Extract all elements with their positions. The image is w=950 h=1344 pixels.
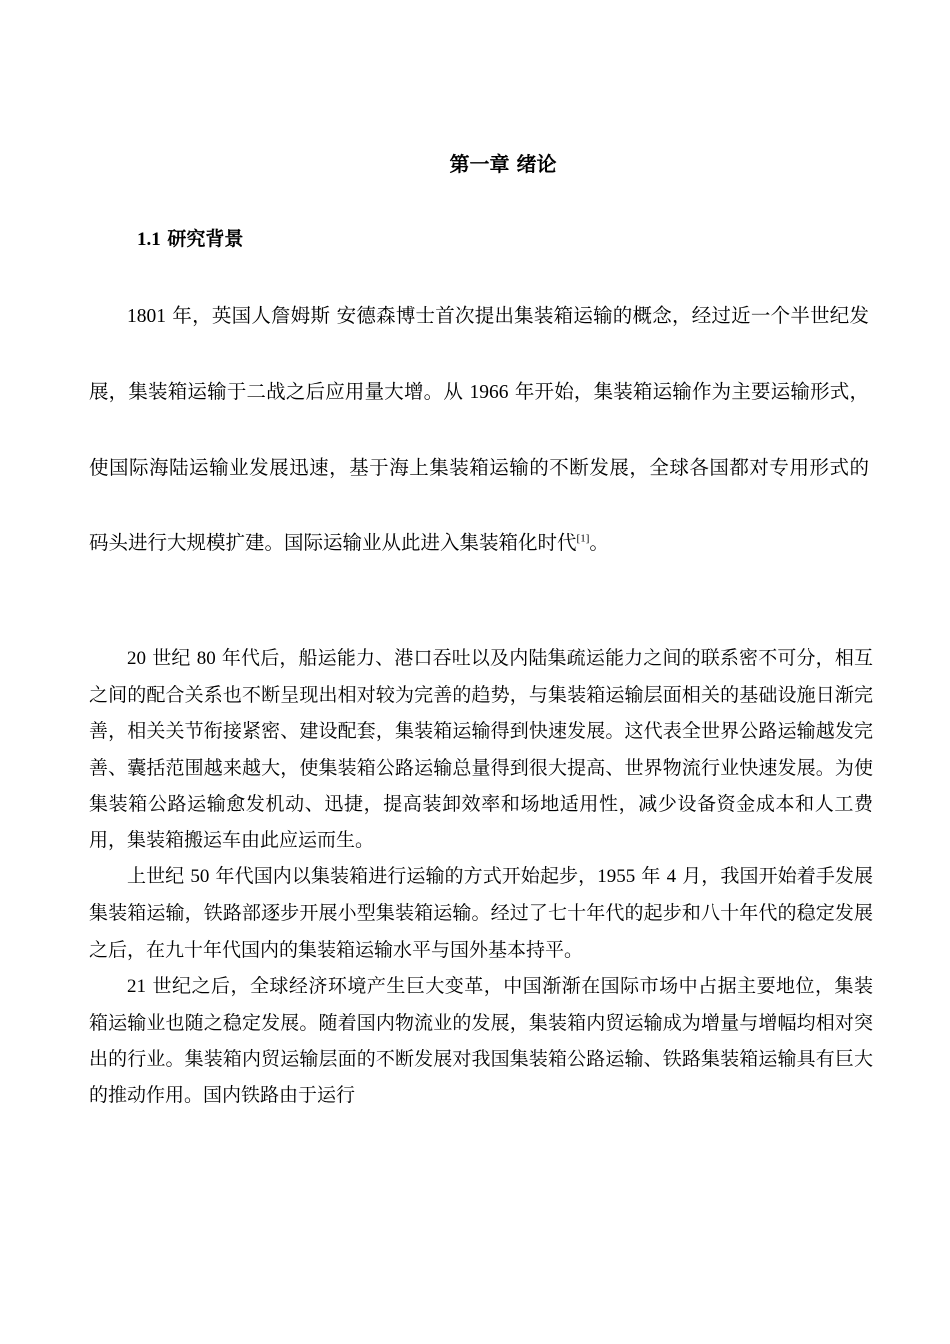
paragraph-50s-text-1: 年代国内以集装箱进行运输的方式开始起步， bbox=[209, 865, 598, 888]
paragraph-50s-num-3: 4 bbox=[666, 866, 677, 888]
intro-text-3: 于 bbox=[226, 380, 247, 403]
intro-year-1966: 1966 bbox=[469, 382, 509, 403]
paragraph-21c bbox=[89, 968, 873, 1114]
intro-text-8: 国际运输业从此进入集装箱化时代 bbox=[284, 531, 577, 554]
paragraph-50s-num-1: 50 bbox=[190, 866, 210, 888]
paragraph-21c-text-1: 世纪之后，全球经济环境产生巨大变革，中国渐渐在国际市场中占据主要地位，集装箱运输业也随之稳定发展。随着国内物流业的发展，集装箱内贸运输成为增量与增幅均相对突出的行业。集装箱内贸运输层面的不断发展对我国集装箱公路运输、铁路集装箱运输具有巨大的推动作用。国内铁路由于运行 bbox=[89, 974, 873, 1107]
intro-text-9: 。 bbox=[589, 531, 609, 554]
paragraph-80s-num-1: 20 bbox=[127, 648, 146, 669]
citation-1: [1] bbox=[576, 532, 590, 545]
intro-text-1: 年， bbox=[166, 304, 212, 327]
section-title-text: 研究背景 bbox=[160, 228, 244, 250]
paragraph-50s-text-0: 上世纪 bbox=[127, 865, 191, 888]
paragraph-50s-text-3: 月，我国开始着手发展集装箱运输，铁路部逐步开展小型集装箱运输。经过了七十年代的起步和八十年代的稳定发展之后，在九十年代国内的集装箱运输水平与国外基本持平。 bbox=[89, 865, 873, 961]
intro-text-6: 年开始，集装箱运输作为主要运输形式，使国际海陆运输业发展迅速 bbox=[89, 380, 869, 479]
section-title bbox=[137, 225, 243, 254]
paragraph-80s-num-2: 80 bbox=[196, 648, 216, 669]
chapter-title: 第一章 绪论 bbox=[449, 152, 557, 176]
paragraph-80s-text-2: 年代后，船运能力、港口吞吐以及内陆集疏运能力之间的联系密不可分，相互之间的配合关系也不断呈现出相对较为完善的趋势，与集装箱运输层面相关的基础设施日渐完善，相关关节衔接紧密、建设配套，集装箱运输得到快速发展。这代表全世界公路运输越发完善、囊括范围越来越大，使集装箱公路运输总量得到很大提高、世界物流行业快速发展。为使集装箱公路运输愈发机动、迅捷，提高装卸效率和场地适用性，减少设备资金成本和人工费用，集装箱搬运车由此应运而生。 bbox=[89, 647, 873, 852]
intro-text-7: ，基于海上集装箱运输的不断发展，全球各国都对专用形式的码头进行大规模扩建。 bbox=[89, 456, 869, 554]
intro-year-1801: 1801 bbox=[127, 306, 166, 327]
paragraph-50s bbox=[89, 858, 873, 968]
paragraph-80s bbox=[89, 640, 873, 858]
section-number: 1.1 bbox=[137, 229, 161, 250]
intro-text-2: 英国人詹姆斯 安德森博士首次提出集装箱运输的概念，经过近一个半世纪发展，集装箱运输 bbox=[89, 304, 869, 403]
paragraph-21c-num-1: 21 bbox=[127, 975, 146, 997]
paragraph-50s-text-2: 年 bbox=[635, 865, 667, 888]
intro-text-4: 二战之后应用量大增。从 bbox=[246, 380, 470, 403]
intro-paragraph bbox=[89, 278, 869, 580]
paragraph-80s-text-1: 世纪 bbox=[146, 647, 197, 669]
paragraph-50s-num-2: 1955 bbox=[597, 866, 636, 888]
body-text bbox=[89, 640, 873, 1114]
